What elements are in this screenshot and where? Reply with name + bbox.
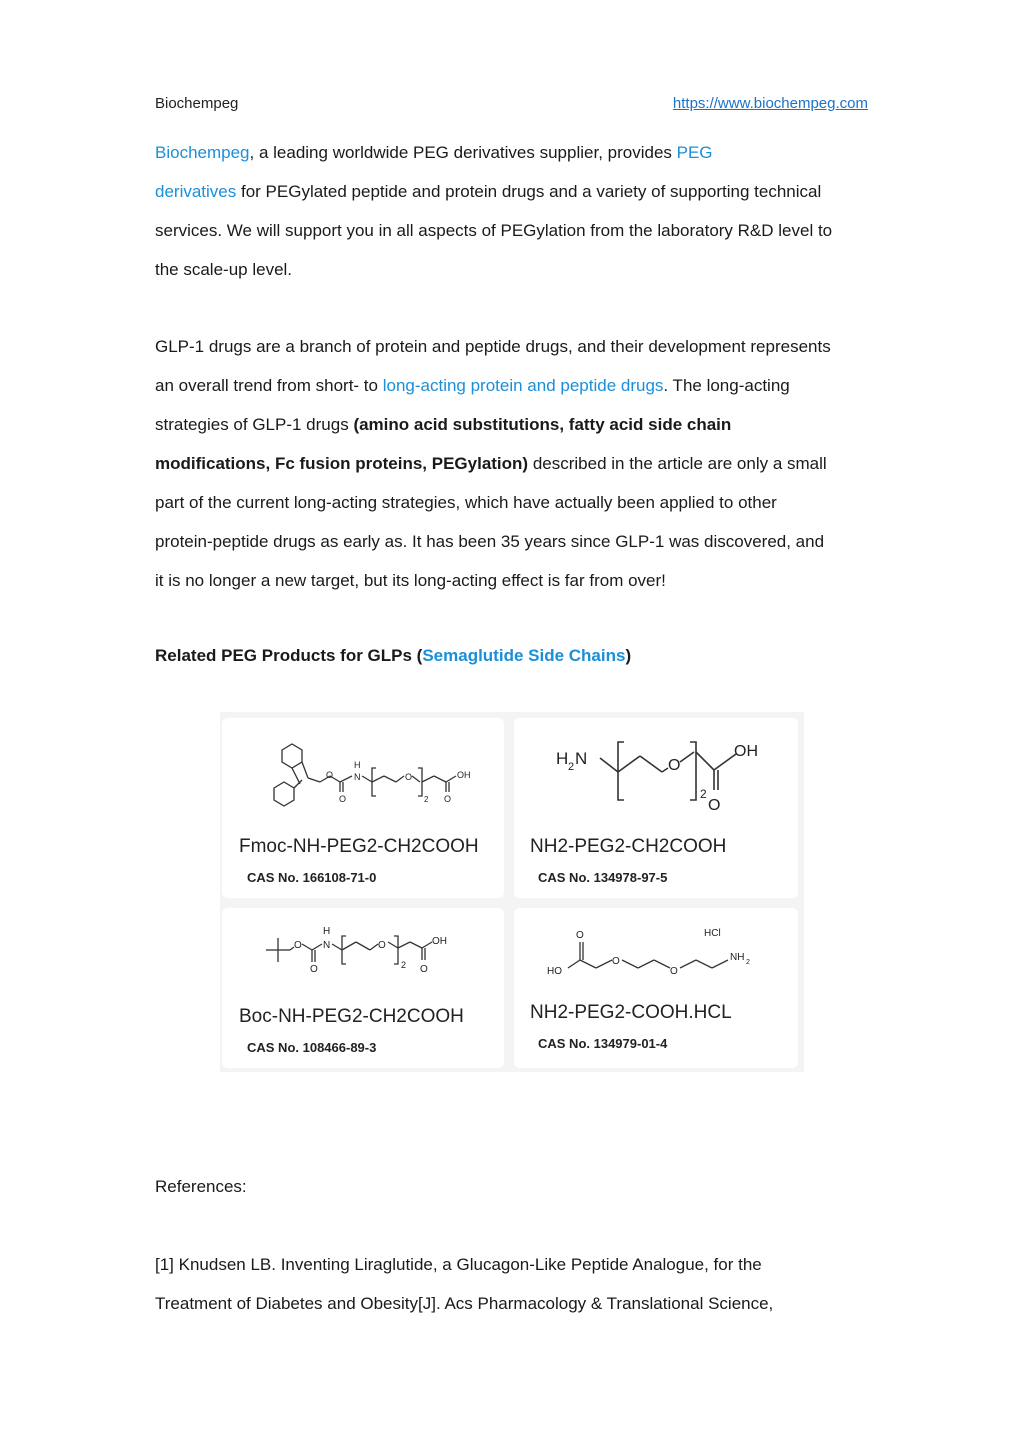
product-card	[514, 908, 798, 1068]
glp-text: it is no longer a new target, but its long-acting effect is far from over!	[155, 571, 666, 590]
svg-text:O: O	[405, 772, 413, 782]
svg-text:O: O	[576, 930, 584, 941]
intro-text: the scale-up level.	[155, 260, 293, 279]
glp-text: protein-peptide drugs as early as. It has been 35 years since GLP-1 was discovered, and	[155, 532, 825, 551]
product-cas: CAS No. 134978-97-5	[538, 870, 668, 885]
svg-text:HO: HO	[547, 966, 562, 977]
glp-text: described in the article are only a small	[528, 454, 827, 473]
svg-text:OH: OH	[432, 936, 447, 947]
product-name: NH2-PEG2-CH2COOH	[530, 836, 727, 857]
related-heading-text: )	[625, 646, 632, 665]
svg-text:NH: NH	[730, 952, 745, 963]
svg-text:2: 2	[746, 959, 750, 966]
svg-text:O: O	[310, 964, 318, 975]
product-name: Fmoc-NH-PEG2-CH2COOH	[239, 836, 479, 857]
related-heading	[155, 636, 875, 675]
product-card	[222, 718, 504, 898]
references-heading	[155, 1167, 875, 1206]
boc-structure	[260, 914, 500, 994]
svg-text:OH: OH	[457, 770, 471, 780]
svg-text:H: H	[354, 760, 361, 770]
svg-text:2: 2	[700, 787, 707, 801]
related-heading-text: Related PEG Products for GLPs (	[155, 646, 423, 665]
glp-text: . The long-acting	[663, 376, 790, 395]
svg-text:O: O	[668, 757, 681, 774]
svg-text:H: H	[556, 749, 569, 768]
svg-text:H: H	[323, 926, 331, 937]
svg-text:O: O	[420, 964, 428, 975]
fmoc-structure	[262, 726, 502, 818]
derivatives-link[interactable]: derivatives	[155, 182, 237, 201]
intro-paragraph	[155, 133, 875, 289]
glp-text: strategies of GLP-1 drugs	[155, 415, 354, 434]
svg-text:O: O	[339, 794, 347, 804]
products-figure	[220, 712, 804, 1072]
glp-text: part of the current long-acting strategies, which have actually been applied to other	[155, 493, 777, 512]
svg-text:O: O	[378, 940, 386, 951]
long-acting-link[interactable]: long-acting protein and peptide drugs	[382, 376, 664, 395]
svg-text:N: N	[323, 940, 331, 951]
product-cas: CAS No. 108466-89-3	[247, 1040, 377, 1055]
nh2-peg2-cooh-hcl-structure	[542, 914, 782, 994]
intro-text: services. We will support you in all aspects of PEGylation from the laboratory R&D level to	[155, 221, 833, 240]
semaglutide-link[interactable]: Semaglutide Side Chains	[422, 646, 626, 665]
biochempeg-link[interactable]: Biochempeg	[155, 143, 250, 162]
svg-text:OH: OH	[734, 743, 758, 760]
reference-1	[155, 1245, 875, 1323]
svg-text:O: O	[444, 794, 452, 804]
product-card	[222, 908, 504, 1068]
product-card	[514, 718, 798, 898]
glp-bold-text: modifications, Fc fusion proteins, PEGylation)	[155, 454, 529, 473]
svg-text:O: O	[612, 956, 620, 967]
svg-text:2: 2	[568, 761, 575, 773]
svg-text:O: O	[708, 797, 721, 814]
intro-text: for PEGylated peptide and protein drugs and a variety of supporting technical	[236, 182, 822, 201]
peg-link[interactable]: PEG	[676, 143, 713, 162]
svg-text:2: 2	[424, 795, 429, 804]
svg-text:HCl: HCl	[704, 928, 721, 939]
glp-bold-text: (amino acid substitutions, fatty acid side chain	[353, 415, 732, 434]
product-name: Boc-NH-PEG2-CH2COOH	[239, 1006, 464, 1027]
svg-text:O: O	[670, 966, 678, 977]
svg-text:O: O	[294, 940, 302, 951]
header-left: Biochempeg	[155, 95, 239, 112]
product-cas: CAS No. 134979-01-4	[538, 1036, 668, 1051]
glp-text: GLP-1 drugs are a branch of protein and peptide drugs, and their development represents	[155, 337, 831, 356]
reference-text: [1] Knudsen LB. Inventing Liraglutide, a Glucagon-Like Peptide Analogue, for the	[155, 1255, 762, 1274]
product-name: NH2-PEG2-COOH.HCL	[530, 1002, 732, 1023]
header-url-link[interactable]: https://www.biochempeg.com	[672, 95, 868, 112]
reference-text: Treatment of Diabetes and Obesity[J]. Acs Pharmacology & Translational Science,	[155, 1294, 774, 1313]
svg-text:N: N	[575, 749, 588, 768]
glp-paragraph	[155, 327, 875, 600]
glp-text: an overall trend from short- to	[155, 376, 383, 395]
references-heading-text: References:	[155, 1177, 247, 1196]
intro-text: , a leading worldwide PEG derivatives supplier, provides	[249, 143, 677, 162]
product-cas: CAS No. 166108-71-0	[247, 870, 377, 885]
nh2-peg2-structure	[544, 726, 784, 818]
svg-text:2: 2	[401, 960, 407, 970]
svg-text:O: O	[326, 770, 334, 780]
svg-text:N: N	[354, 772, 361, 782]
